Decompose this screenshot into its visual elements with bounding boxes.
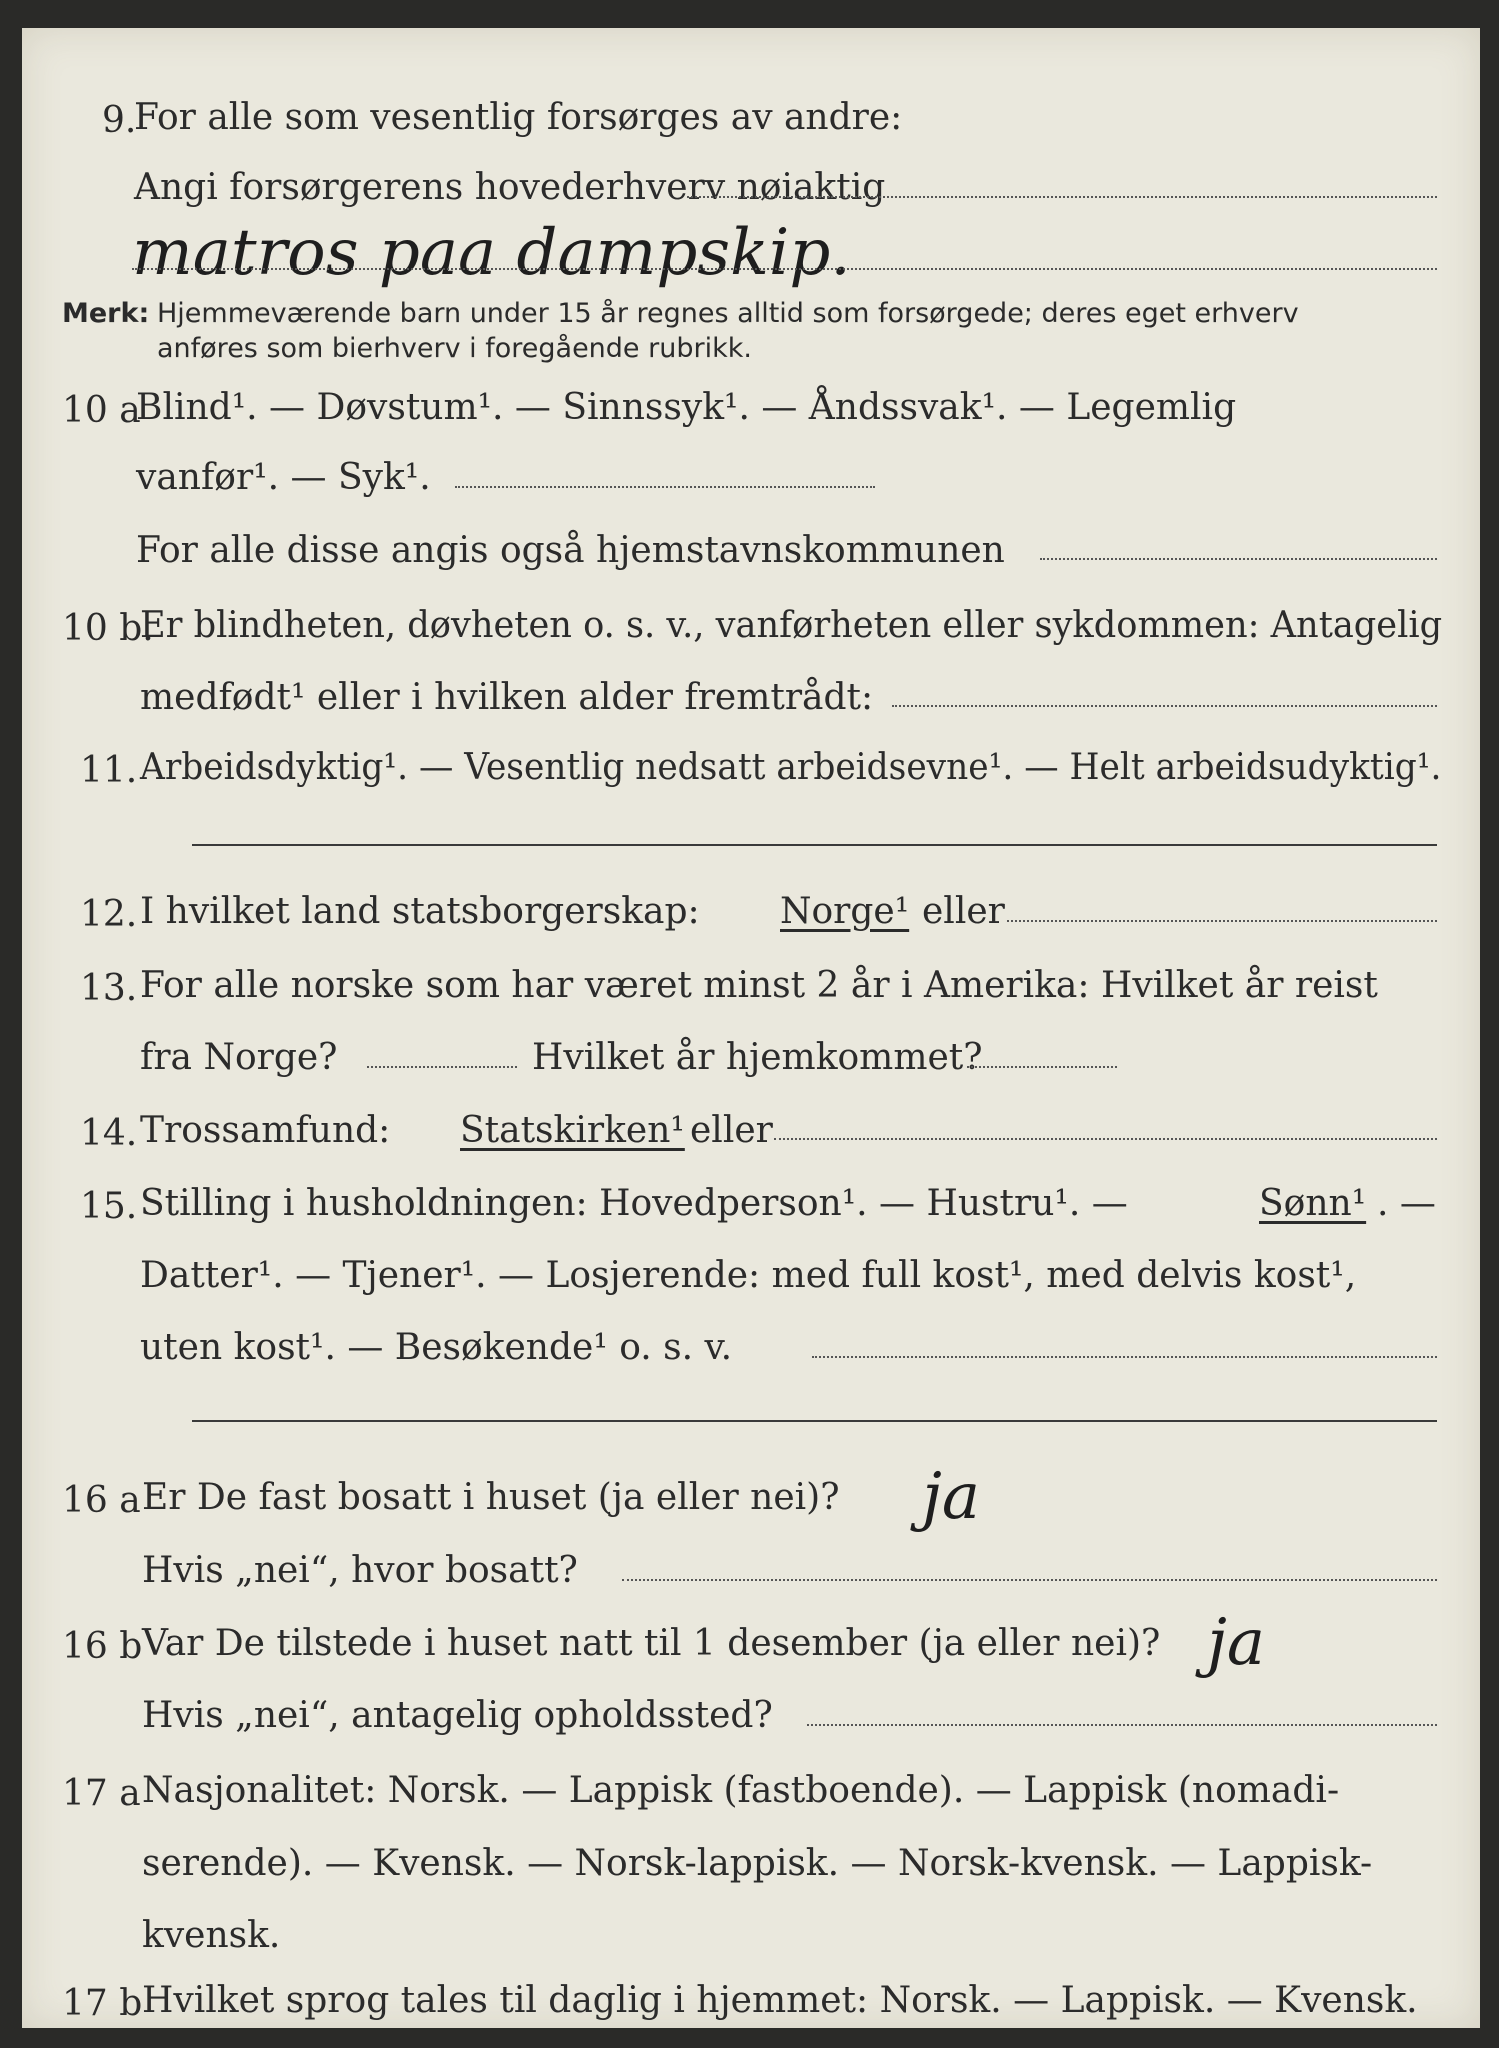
- census-form-page: [22, 28, 1480, 2028]
- q10b-line2: medfødt¹ eller i hvilken alder fremtrådt:: [140, 677, 874, 718]
- q10a-line1: Blind¹. — Døvstum¹. — Sinnssyk¹. — Åndssvak¹. — Legemlig: [136, 387, 1237, 428]
- q15-line1a: Stilling i husholdningen: Hovedperson¹. — Hustru¹. —: [140, 1183, 1128, 1224]
- q16b-handwritten-answer[interactable]: ja: [1207, 1606, 1265, 1680]
- q13-number: 13.: [80, 968, 138, 1009]
- q16a-line2: Hvis „nei“, hvor bosatt?: [142, 1550, 578, 1591]
- q17b-number: 17 b: [62, 1983, 143, 2024]
- q12-fill-line: [1007, 920, 1437, 922]
- q10b-line1: Er blindheten, døvheten o. s. v., vanførheten eller sykdommen: Antagelig: [140, 605, 1443, 646]
- q10a-line2: vanfør¹. — Syk¹.: [136, 457, 431, 498]
- merk-label: Merk:: [62, 298, 150, 329]
- merk-line2: anføres som bierhverv i foregående rubrikk.: [157, 333, 752, 364]
- q17a-line2: serende). — Kvensk. — Norsk-lappisk. — Norsk-kvensk. — Lappisk-: [142, 1843, 1373, 1884]
- q10b-number: 10 b.: [62, 608, 154, 649]
- q9-line1: For alle som vesentlig forsørges av andre:: [134, 97, 903, 138]
- q9-number: 9.: [102, 100, 137, 141]
- q9-handwritten-answer[interactable]: matros paa dampskip.: [132, 216, 851, 290]
- q17a-line1: Nasjonalitet: Norsk. — Lappisk (fastboende). — Lappisk (nomadi-: [142, 1770, 1340, 1811]
- q10a-number: 10 a: [62, 390, 141, 431]
- q14-suffix: eller: [690, 1110, 773, 1151]
- q9-line2: Angi forsørgerens hovederhverv nøiaktig: [134, 167, 886, 208]
- q10b-fill-line: [892, 705, 1437, 707]
- q9-answer-line: [132, 268, 1437, 270]
- q15-line3: uten kost¹. — Besøkende¹ o. s. v.: [140, 1327, 733, 1368]
- q17a-number: 17 a: [62, 1773, 141, 1814]
- merk-line1: Hjemmeværende barn under 15 år regnes alltid som forsørgede; deres eget erhverv: [157, 298, 1299, 329]
- q13-line2b: Hvilket år hjemkommet?: [532, 1037, 983, 1078]
- q17a-line3: kvensk.: [142, 1915, 281, 1956]
- q13-hjemkommet-fill-line: [967, 1066, 1117, 1068]
- q12-option-norge[interactable]: Norge¹: [780, 891, 910, 932]
- q16a-handwritten-answer[interactable]: ja: [922, 1460, 980, 1534]
- q14-number: 14.: [80, 1113, 138, 1154]
- q9-fill-line: [687, 196, 1437, 198]
- q11-number: 11.: [80, 750, 138, 791]
- q16b-line2: Hvis „nei“, antagelig opholdssted?: [142, 1695, 773, 1736]
- q14-fill-line: [774, 1138, 1437, 1140]
- q16a-number: 16 a: [62, 1480, 141, 1521]
- q11-answer-line: [192, 844, 1437, 846]
- q15-fill-line: [812, 1356, 1437, 1358]
- q17b-line1: Hvilket sprog tales til daglig i hjemmet: Norsk. — Lappisk. — Kvensk.: [142, 1980, 1418, 2021]
- q13-reist-fill-line: [367, 1066, 517, 1068]
- q10a-line3: For alle disse angis også hjemstavnskommunen: [136, 530, 1005, 571]
- q12-number: 12.: [80, 894, 138, 935]
- q16a-line1: Er De fast bosatt i huset (ja eller nei)?: [142, 1477, 840, 1518]
- q16b-fill-line: [807, 1724, 1437, 1726]
- q13-line2a: fra Norge?: [140, 1037, 338, 1078]
- q14-option-statskirken[interactable]: Statskirken¹: [460, 1110, 685, 1151]
- q12-prefix: I hvilket land statsborgerskap:: [140, 891, 700, 932]
- q10a-fill-line: [455, 486, 875, 488]
- q16a-fill-line: [622, 1579, 1437, 1581]
- q13-line1: For alle norske som har været minst 2 år i Amerika: Hvilket år reist: [140, 965, 1378, 1006]
- q16b-line1: Var De tilstede i huset natt til 1 desember (ja eller nei)?: [142, 1623, 1161, 1664]
- q15-line2: Datter¹. — Tjener¹. — Losjerende: med full kost¹, med delvis kost¹,: [140, 1255, 1357, 1296]
- q16b-number: 16 b: [62, 1626, 143, 1667]
- q10a-home-fill-line: [1040, 558, 1437, 560]
- q12-suffix: eller: [922, 891, 1005, 932]
- q11-line1: Arbeidsdyktig¹. — Vesentlig nedsatt arbeidsevne¹. — Helt arbeidsudyktig¹.: [140, 747, 1442, 788]
- q15-answer-line: [192, 1420, 1437, 1422]
- q15-number: 15.: [80, 1186, 138, 1227]
- q15-line1c: . —: [1377, 1183, 1436, 1224]
- q14-prefix: Trossamfund:: [140, 1110, 391, 1151]
- q15-option-sonn[interactable]: Sønn¹: [1259, 1183, 1367, 1224]
